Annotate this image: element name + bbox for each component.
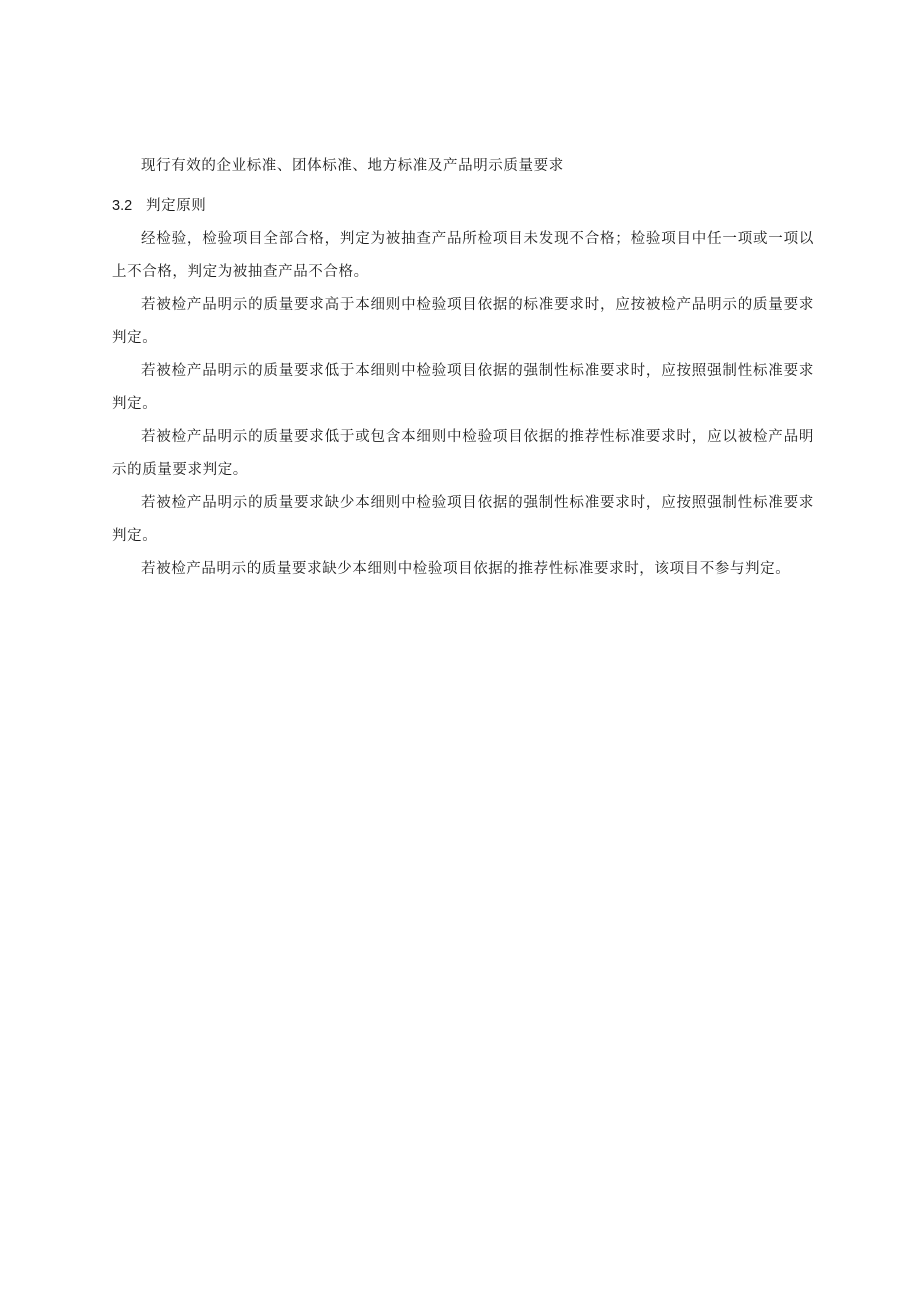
intro-paragraph: 现行有效的企业标准、团体标准、地方标准及产品明示质量要求 — [141, 158, 564, 174]
section-title: 判定原则 — [146, 198, 207, 214]
paragraph-higher-requirement: 若被检产品明示的质量要求高于本细则中检验项目依据的标准要求时，应按被检产品明示的质量要求判定。 — [112, 297, 814, 346]
section-heading — [112, 190, 814, 223]
paragraph-lower-mandatory: 若被检产品明示的质量要求低于本细则中检验项目依据的强制性标准要求时，应按照强制性标准要求判定。 — [112, 363, 814, 412]
paragraph-lower-recommended: 若被检产品明示的质量要求低于或包含本细则中检验项目依据的推荐性标准要求时，应以被检产品明示的质量要求判定。 — [112, 429, 814, 478]
section-number: 3.2 — [112, 198, 133, 214]
paragraph-judgement: 经检验，检验项目全部合格，判定为被抽查产品所检项目未发现不合格；检验项目中任一项或一项以上不合格，判定为被抽查产品不合格。 — [112, 231, 814, 280]
paragraph-missing-mandatory: 若被检产品明示的质量要求缺少本细则中检验项目依据的强制性标准要求时，应按照强制性标准要求判定。 — [112, 495, 814, 544]
document-body — [112, 150, 814, 586]
paragraph-missing-recommended: 若被检产品明示的质量要求缺少本细则中检验项目依据的推荐性标准要求时，该项目不参与判定。 — [141, 561, 791, 577]
